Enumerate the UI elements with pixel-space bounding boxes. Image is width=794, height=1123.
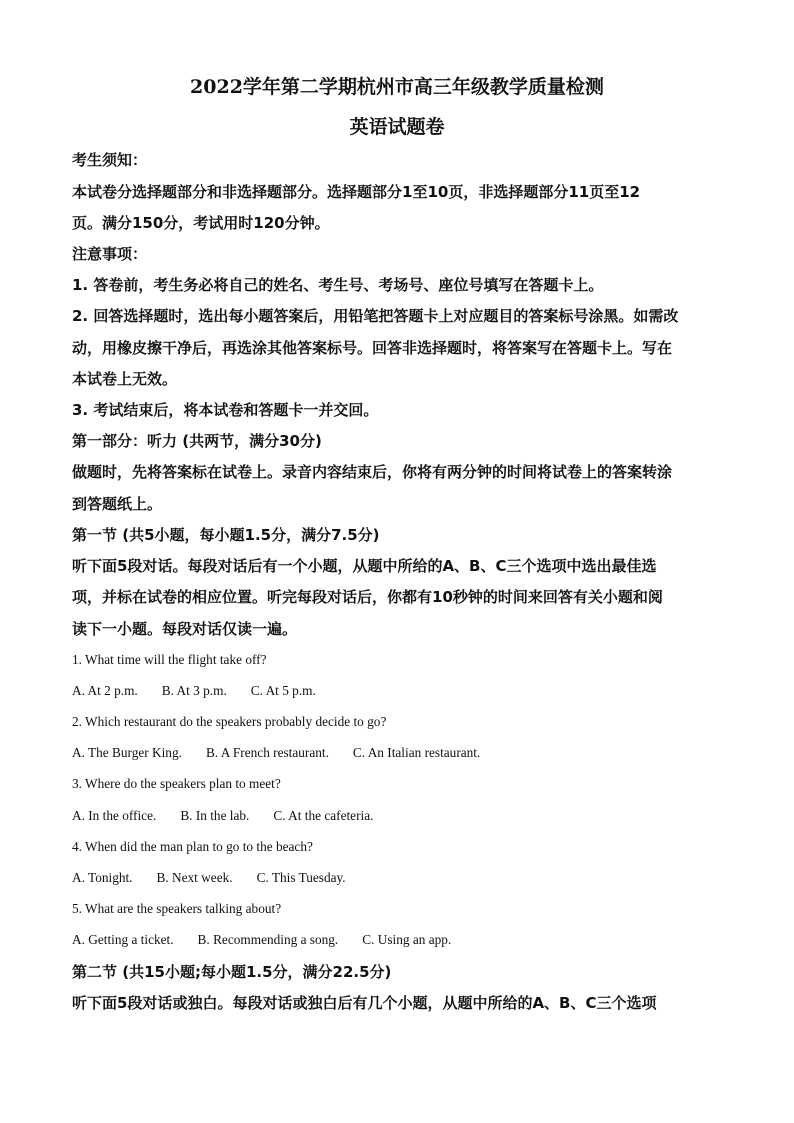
section1-instruction-line-3: 读下一小题。每段对话仅读一遍。 xyxy=(72,620,298,638)
option-b: B. Next week. xyxy=(156,870,233,885)
section2-heading: 第二节 (共15小题;每小题1.5分，满分22.5分) xyxy=(72,963,392,981)
question-stem: 3. Where do the speakers plan to meet? xyxy=(72,776,281,791)
option-a: A. In the office. xyxy=(72,808,157,823)
question-stem: 5. What are the speakers talking about? xyxy=(72,901,282,916)
section1-instruction-line-2: 项，并标在试卷的相应位置。听完每段对话后，你都有10秒钟的时间来回答有关小题和阅 xyxy=(72,588,663,606)
section1-instruction-line-1: 听下面5段对话。每段对话后有一个小题，从题中所给的A、B、C三个选项中选出最佳选 xyxy=(72,557,657,575)
option-b: B. Recommending a song. xyxy=(197,932,339,947)
notice-heading: 考生须知： xyxy=(72,151,148,169)
question-options xyxy=(72,807,397,825)
question-options xyxy=(72,869,370,887)
precaution-item-3: 3. 考试结束后，将本试卷和答题卡一并交回。 xyxy=(72,401,379,419)
question-options xyxy=(72,744,504,762)
question-options xyxy=(72,682,340,700)
option-b: B. At 3 p.m. xyxy=(161,683,227,698)
precautions-heading: 注意事项： xyxy=(72,245,148,263)
precaution-item-2-line-1: 2. 回答选择题时，选出每小题答案后，用铅笔把答题卡上对应题目的答案标号涂黑。如需改 xyxy=(72,307,679,325)
page-title: 2022学年第二学期杭州市高三年级教学质量检测 xyxy=(190,76,604,98)
option-a: A. At 2 p.m. xyxy=(72,683,138,698)
option-a: A. Getting a ticket. xyxy=(72,932,174,947)
precaution-item-2-line-3: 本试卷上无效。 xyxy=(72,370,178,388)
option-c: C. At 5 p.m. xyxy=(250,683,316,698)
part1-instruction-line-2: 到答题纸上。 xyxy=(72,495,163,513)
notice-line-1: 本试卷分选择题部分和非选择题部分。选择题部分1至10页，非选择题部分11页至12 xyxy=(72,183,641,201)
option-c: C. This Tuesday. xyxy=(256,870,346,885)
part1-heading: 第一部分：听力 (共两节，满分30分) xyxy=(72,432,322,450)
section2-instruction-line-1: 听下面5段对话或独白。每段对话或独白后有几个小题，从题中所给的A、B、C三个选项 xyxy=(72,994,657,1012)
option-c: C. An Italian restaurant. xyxy=(352,745,481,760)
precaution-item-1: 1. 答卷前，考生务必将自己的姓名、考生号、考场号、座位号填写在答题卡上。 xyxy=(72,276,604,294)
page-subtitle: 英语试题卷 xyxy=(349,116,445,138)
part1-instruction-line-1: 做题时，先将答案标在试卷上。录音内容结束后，你将有两分钟的时间将试卷上的答案转涂 xyxy=(72,463,673,481)
option-a: A. The Burger King. xyxy=(72,745,182,760)
option-a: A. Tonight. xyxy=(72,870,133,885)
precaution-item-2-line-2: 动，用橡皮擦干净后，再选涂其他答案标号。回答非选择题时，将答案写在答题卡上。写在 xyxy=(72,339,673,357)
question-stem: 2. Which restaurant do the speakers probably decide to go? xyxy=(72,714,387,729)
option-c: C. Using an app. xyxy=(362,932,452,947)
option-b: B. In the lab. xyxy=(180,808,250,823)
option-c: C. At the cafeteria. xyxy=(273,808,374,823)
notice-line-2: 页。满分150分，考试用时120分钟。 xyxy=(72,214,330,232)
question-options xyxy=(72,931,475,949)
section1-heading: 第一节 (共5小题，每小题1.5分，满分7.5分) xyxy=(72,526,380,544)
question-stem: 4. When did the man plan to go to the beach? xyxy=(72,839,313,854)
question-stem: 1. What time will the flight take off? xyxy=(72,652,267,667)
option-b: B. A French restaurant. xyxy=(205,745,329,760)
